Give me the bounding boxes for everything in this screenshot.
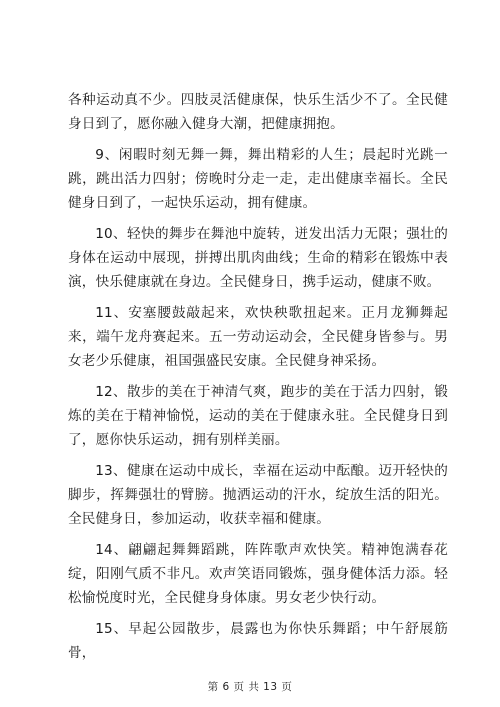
paragraph-item-12: 12、散步的美在于神清气爽，跑步的美在于活力四射，锻炼的美在于精神愉悦，运动的美在于健康永驻。全民健身日到了，愿你快乐运动，拥有别样美丽。 [68,384,448,448]
document-body [68,88,448,672]
page-footer: 第 6 页 共 13 页 [207,681,293,693]
paragraph-item-10: 10、轻快的舞步在舞池中旋转，迸发出活力无限；强壮的身体在运动中展现，拼搏出肌肉曲线；生命的精彩在锻炼中表演，快乐健康就在身边。全民健身日，携手运动，健康不败。 [68,226,448,290]
paragraph-item-9: 9、闲暇时刻无舞一舞，舞出精彩的人生；晨起时光跳一跳，跳出活力四射；傍晚时分走一走，走出健康幸福长。全民健身日到了，一起快乐运动，拥有健康。 [68,147,448,211]
paragraph-item-11: 11、安塞腰鼓敲起来，欢快秧歌扭起来。正月龙狮舞起来，端午龙舟赛起来。五一劳动运动会，全民健身皆参与。男女老少乐健康，祖国强盛民安康。全民健身神采扬。 [68,305,448,369]
paragraph-item-13: 13、健康在运动中成长，幸福在运动中酝酿。迈开轻快的脚步，挥舞强壮的臂膀。抛洒运动的汗水，绽放生活的阳光。全民健身日，参加运动，收获幸福和健康。 [68,463,448,527]
paragraph-item-14: 14、翩翩起舞舞蹈跳，阵阵歌声欢快笑。精神饱满春花绽，阳刚气质不非凡。欢声笑语同锻炼，强身健体活力添。轻松愉悦度时光，全民健身身体康。男女老少快行动。 [68,542,448,606]
paragraph-continuation: 各种运动真不少。四肢灵活健康保，快乐生活少不了。全民健身日到了，愿你融入健身大潮，把健康拥抱。 [68,92,448,132]
paragraph-item-15: 15、早起公园散步，晨露也为你快乐舞蹈；中午舒展筋骨， [68,621,448,661]
